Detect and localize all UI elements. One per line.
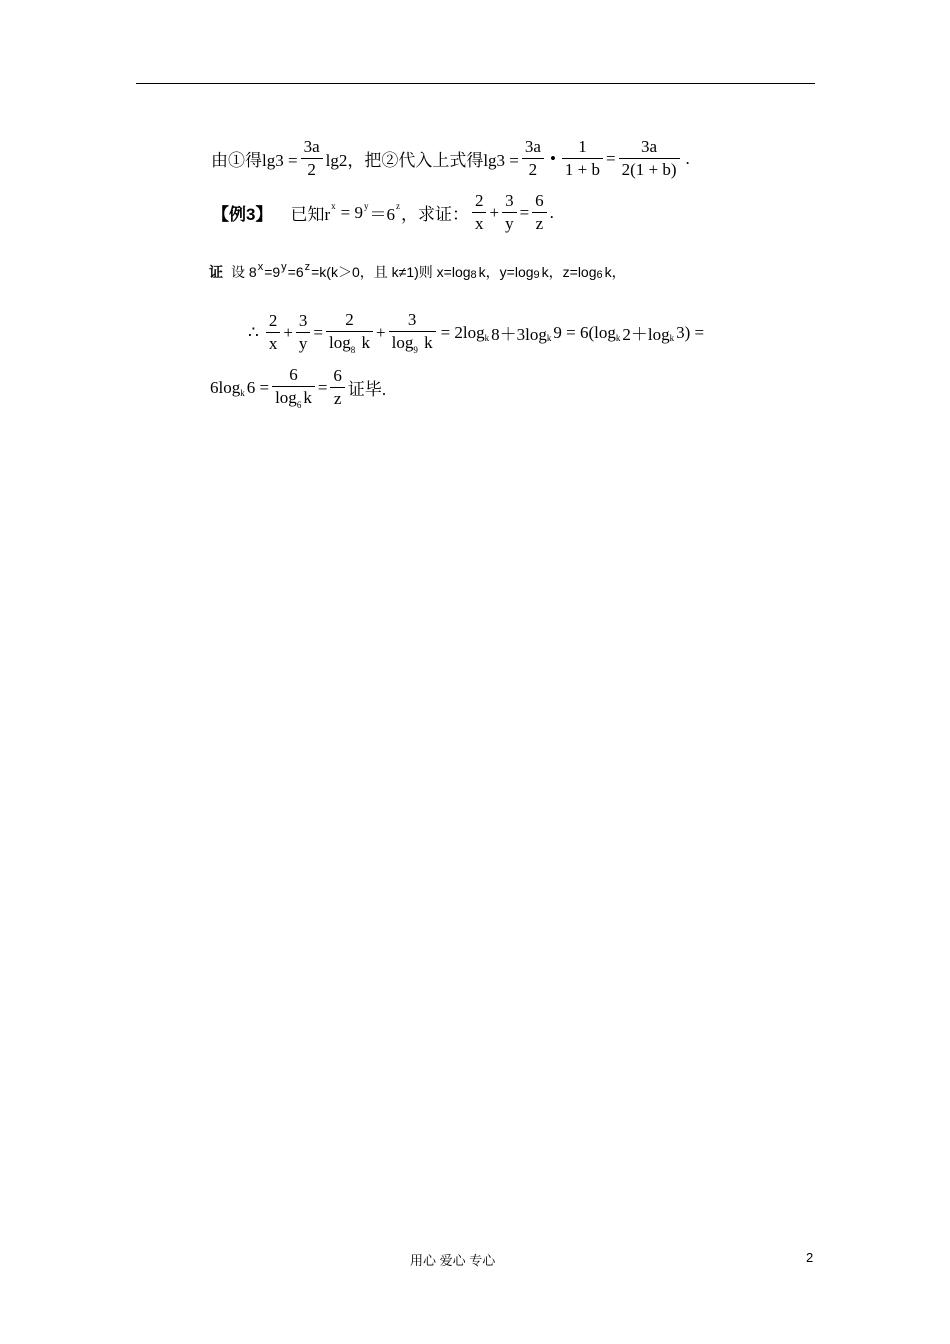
derivation-text: = 2log	[440, 322, 485, 342]
fraction	[562, 136, 603, 181]
numerator: 2	[474, 191, 484, 210]
numerator: 2	[268, 311, 278, 330]
numerator: 1	[578, 137, 587, 156]
page-number: 2	[806, 1250, 814, 1265]
fraction	[266, 310, 281, 355]
subscript: k	[240, 387, 245, 398]
proof-text: k，y=log	[478, 264, 534, 280]
fraction	[502, 190, 517, 235]
denominator: x	[474, 214, 484, 233]
fraction	[532, 190, 547, 235]
derivation-text: 8＋3log	[491, 325, 547, 344]
subscript: 6	[296, 400, 302, 410]
subscript: 8	[350, 345, 356, 355]
log-argument: k	[303, 388, 312, 407]
fraction	[296, 310, 311, 355]
subscript: k	[615, 332, 621, 343]
proof-text: =k(k＞0，且 k≠1)则 x=log	[311, 264, 471, 280]
superscript: x	[257, 261, 264, 273]
log-text: log	[391, 333, 414, 352]
qed-text: 证毕.	[347, 380, 387, 399]
footer-slogan: 用心 爱心 专心	[410, 1253, 496, 1268]
denominator: z	[333, 389, 342, 408]
log-argument: k	[419, 333, 433, 352]
line1-prefix: 由①得lg3 =	[211, 151, 298, 170]
dot-operator: •	[549, 148, 556, 168]
example-label: 【例3】	[212, 205, 273, 224]
numerator: 3a	[524, 137, 541, 156]
proof-text: =9	[264, 264, 281, 280]
prove-text: ，求证：	[400, 205, 469, 224]
equation-text: ＝6	[369, 205, 395, 224]
numerator: 3a	[641, 137, 658, 156]
subscript: 8	[470, 269, 477, 281]
therefore-symbol: ∴	[248, 322, 259, 342]
denominator: y	[505, 214, 514, 233]
superscript: z	[395, 200, 400, 211]
plus: +	[489, 202, 500, 222]
derivation-line	[248, 309, 704, 356]
proof-label: 证	[209, 264, 223, 280]
numerator: 3	[298, 311, 308, 330]
superscript: y	[363, 200, 369, 211]
log-argument: k	[357, 333, 370, 352]
numerator: 3	[407, 310, 417, 329]
derivation-text: 9 = 6(log	[553, 322, 616, 342]
proof-text: k，z=log	[541, 264, 597, 280]
header-rule	[136, 83, 815, 84]
period: .	[549, 202, 554, 222]
superscript: z	[304, 261, 311, 273]
proof-setup-line	[209, 262, 626, 282]
conclusion-text: 6log	[210, 377, 241, 397]
denominator: 2	[528, 160, 538, 179]
denominator: z	[535, 214, 544, 233]
derivation-text: 3) =	[676, 322, 705, 342]
plus: +	[283, 322, 293, 342]
equation-line-1	[211, 136, 693, 181]
equals: =	[313, 322, 324, 342]
denominator: 2	[307, 160, 316, 179]
numerator: 6	[535, 191, 544, 210]
denominator	[272, 387, 315, 411]
conclusion-text: 6 =	[246, 377, 270, 397]
plus: +	[376, 322, 386, 342]
fraction	[389, 309, 436, 356]
proof-text: k，	[604, 264, 626, 280]
denominator: x	[268, 334, 278, 353]
denominator: y	[298, 334, 308, 353]
numerator: 6	[289, 365, 298, 384]
equals: =	[606, 148, 616, 168]
fraction	[330, 365, 345, 410]
denominator	[326, 332, 373, 356]
fraction	[619, 136, 680, 181]
given-prefix: 已知r	[290, 205, 331, 224]
fraction	[272, 364, 315, 411]
numerator: 6	[333, 366, 342, 385]
subscript: 9	[413, 345, 418, 355]
superscript: y	[281, 261, 287, 273]
period: .	[685, 148, 690, 168]
denominator: 1 + b	[564, 160, 600, 179]
equals: =	[519, 202, 530, 222]
fraction	[326, 309, 373, 356]
denominator: 2(1 + b)	[621, 160, 677, 179]
proof-text: =6	[287, 264, 304, 280]
subscript: k	[484, 332, 490, 343]
subscript: k	[546, 332, 552, 343]
equals: =	[317, 377, 328, 397]
numerator: 3a	[303, 137, 320, 156]
numerator: 3	[505, 191, 514, 210]
example-3-line	[212, 190, 554, 235]
numerator: 2	[345, 310, 354, 329]
fraction	[472, 190, 487, 235]
denominator	[389, 332, 436, 356]
subscript: k	[669, 332, 675, 343]
equation-text: = 9	[340, 202, 363, 222]
subscript: 6	[596, 269, 603, 281]
proof-text: 设 8	[231, 264, 257, 280]
superscript: x	[331, 200, 336, 211]
log-text: log	[275, 388, 297, 407]
fraction	[522, 136, 544, 181]
log-text: log	[329, 333, 351, 352]
derivation-text: 2＋log	[622, 325, 670, 344]
line1-mid: lg2，把②代入上式得lg3 =	[325, 151, 519, 170]
conclusion-line	[210, 364, 386, 411]
fraction	[301, 136, 323, 181]
subscript: 9	[533, 269, 540, 281]
